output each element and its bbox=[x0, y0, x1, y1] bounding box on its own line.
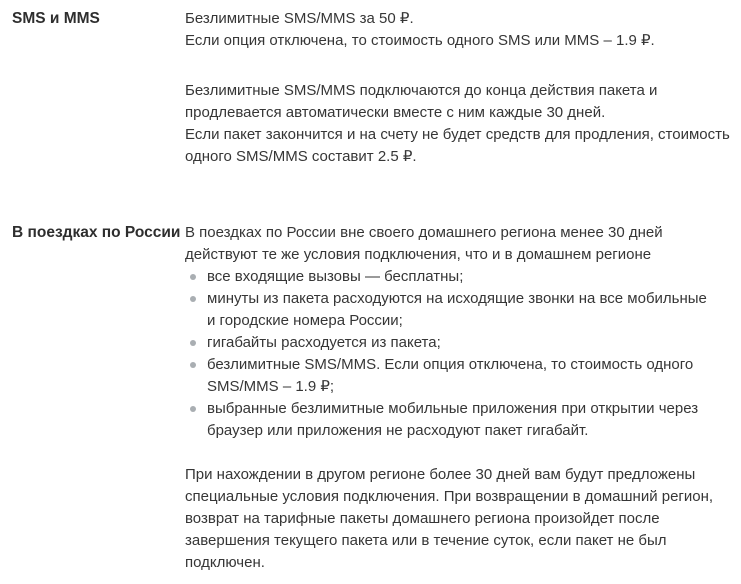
text-line-sms-disabled-price: Если опция отключена, то стоимость одного SMS или MMS – 1.9 ₽. bbox=[185, 32, 655, 49]
travel-outro-paragraph: При нахождении в другом регионе более 30 дней вам будут предложены специальные условия подключения. При возвращении в домашний регион, возврат на тарифные пакеты домашнего региона произойдет после завершения текущего пакета или в течение суток, если пакет не был подключен. bbox=[185, 466, 714, 571]
text-line-sms-no-funds: Если пакет закончится и на счету не будет средств для продления, стоимость одного SMS/MMS составит 2.5 ₽. bbox=[185, 126, 730, 165]
bullet-dot-icon bbox=[190, 274, 196, 280]
list-item-label: безлимитные SMS/MMS. Если опция отключена, то стоимость одного SMS/MMS – 1.9 ₽; bbox=[207, 356, 694, 395]
list-item-unlimited-apps bbox=[185, 398, 733, 442]
section-label-travel-russia: В поездках по России bbox=[12, 224, 181, 241]
list-item-incoming-calls bbox=[185, 266, 733, 288]
section-travel-russia bbox=[12, 222, 735, 574]
section-body-travel-russia bbox=[185, 222, 733, 574]
section-label-sms-mms: SMS и MMS bbox=[12, 10, 100, 27]
text-line-sms-price: Безлимитные SMS/MMS за 50 ₽. bbox=[185, 10, 414, 27]
section-body-sms-mms bbox=[185, 8, 733, 168]
bullet-dot-icon bbox=[190, 340, 196, 346]
bullet-dot-icon bbox=[190, 406, 196, 412]
list-item-unlimited-sms bbox=[185, 354, 733, 398]
list-item-label: выбранные безлимитные мобильные приложения при открытии через браузер или приложения не расходуют пакет гигабайт. bbox=[207, 400, 699, 439]
bullet-dot-icon bbox=[190, 362, 196, 368]
list-item-label: минуты из пакета расходуются на исходящие звонки на все мобильные и городские номера России; bbox=[207, 290, 707, 329]
sms-price-paragraph bbox=[185, 8, 733, 52]
list-item-package-minutes bbox=[185, 288, 733, 332]
bullet-dot-icon bbox=[190, 296, 196, 302]
sms-renewal-paragraph bbox=[185, 80, 733, 168]
travel-intro-paragraph: В поездках по России вне своего домашнего региона менее 30 дней действуют те же условия подключения, что и в домашнем регионе bbox=[185, 224, 663, 263]
travel-conditions-list bbox=[185, 266, 733, 442]
section-sms-mms bbox=[12, 8, 735, 168]
list-item-gigabytes bbox=[185, 332, 733, 354]
text-line-sms-renewal: Безлимитные SMS/MMS подключаются до конца действия пакета и продлевается автоматически вместе с ним каждые 30 дней. bbox=[185, 82, 658, 121]
list-item-label: все входящие вызовы — бесплатны; bbox=[207, 268, 464, 285]
list-item-label: гигабайты расходуется из пакета; bbox=[207, 334, 441, 351]
